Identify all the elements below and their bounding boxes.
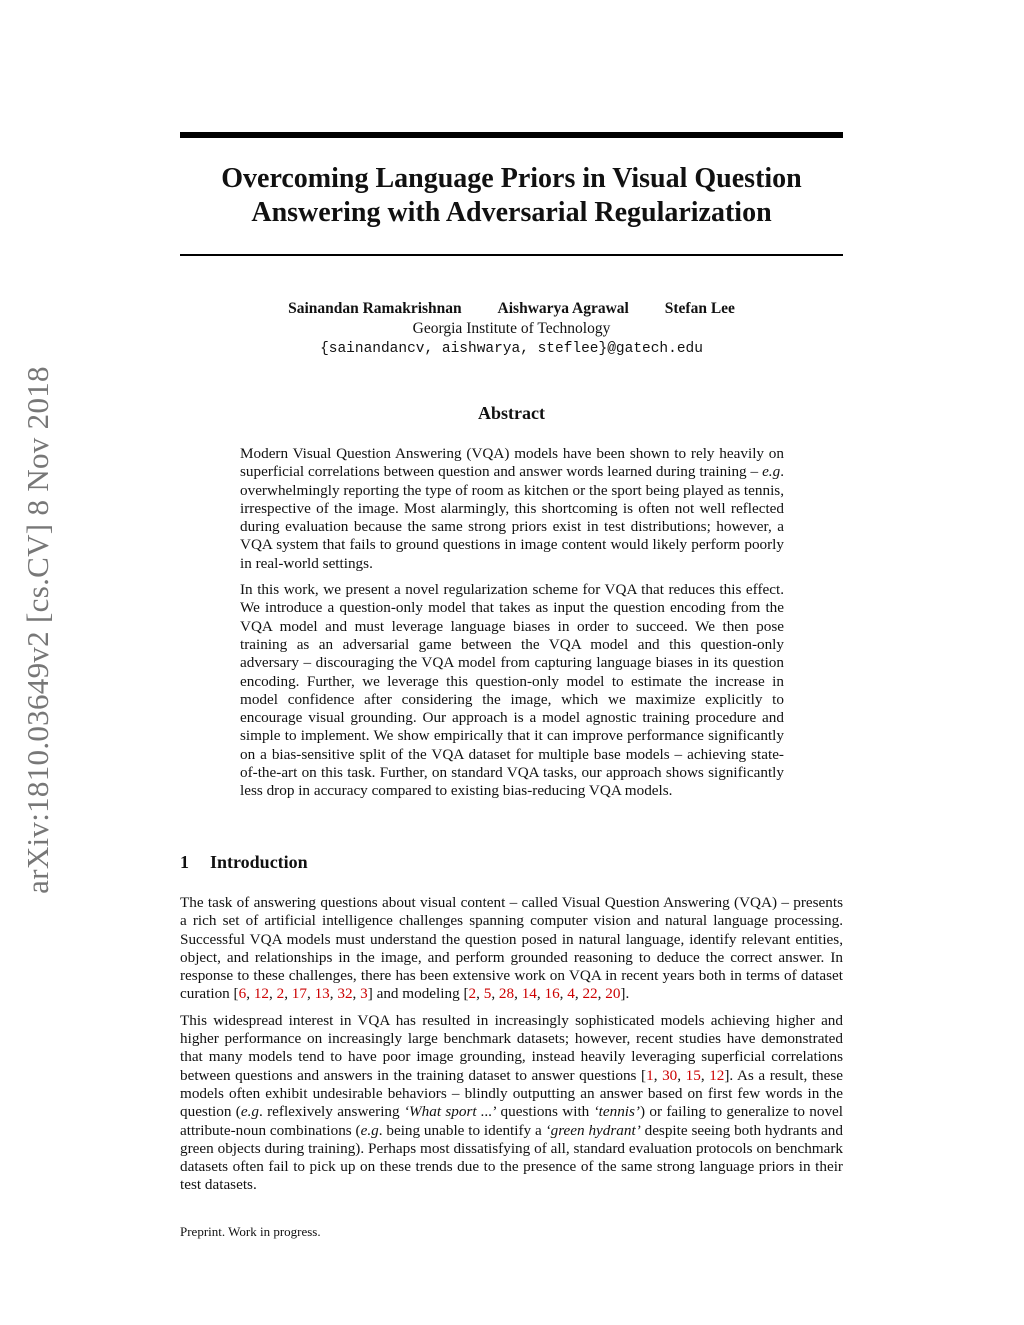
citation-link[interactable]: 5 <box>483 985 492 1003</box>
text-span: ]. <box>620 985 630 1003</box>
section-title: Introduction <box>210 852 308 872</box>
citation-link[interactable]: 12 <box>253 985 269 1003</box>
citation-link[interactable]: 30 <box>662 1066 678 1084</box>
citation-link[interactable]: 4 <box>567 985 575 1003</box>
eg-italic: e.g <box>240 1103 259 1121</box>
citation-link[interactable]: 20 <box>605 985 621 1003</box>
citation-link[interactable]: 16 <box>544 985 560 1003</box>
citation-link[interactable]: 32 <box>337 985 353 1003</box>
eg-italic: e.g <box>762 463 781 481</box>
eg-italic: e.g <box>360 1121 379 1139</box>
text-span: . being unable to identify a <box>378 1121 546 1139</box>
paper-title <box>180 162 843 230</box>
introduction-body <box>180 894 843 1203</box>
quoted-italic: ‘tennis’ <box>593 1103 640 1121</box>
abstract-paragraph-1 <box>240 445 784 573</box>
title-line-2: Answering with Adversarial Regularization <box>251 197 772 228</box>
title-line-1: Overcoming Language Priors in Visual Question <box>221 163 802 194</box>
text-span: . reflexively answering <box>258 1103 404 1121</box>
abstract-body <box>240 445 784 809</box>
text-span: ) or failing to generalize to novel attribute-noun combinations ( <box>180 1103 843 1139</box>
abstract-heading: Abstract <box>478 403 545 423</box>
citation-link[interactable]: 28 <box>498 985 515 1003</box>
quoted-italic: ‘green hydrant’ <box>545 1121 641 1139</box>
section-number: 1 <box>180 852 189 872</box>
arxiv-identifier: arXiv:1810.03649v2 [cs.CV] 8 Nov 2018 <box>20 366 55 894</box>
title-top-rule <box>180 132 843 138</box>
text-span: ’ questions with <box>492 1103 594 1121</box>
section-heading-introduction <box>180 852 308 873</box>
text-span: The task of answering questions about visual content – called Visual Question Answering (VQA) – presents a rich set of artificial intelligence challenges spanning computer vision and natural language processing. Successful VQA models must understand the question posed in natural language, identify relevant entities, object, and relationships in the image, and perform grounded reasoning to deduce the correct answer. In response to these challenges, there has been extensive work on VQA in recent years both in terms of dataset curation [ <box>180 894 843 1003</box>
author-1: Sainandan Ramakrishnan <box>288 300 462 317</box>
abstract-paragraph-2: In this work, we present a novel regularization scheme for VQA that reduces this effect. We introduce a question-only model that takes as input the question encoding from the VQA model and must leverage language biases in order to succeed. We then pose training as an adversarial game between the VQA model and this question-only adversary – discouraging the VQA model from capturing language biases in its question encoding. Further, we leverage this question-only model to estimate the increase in model confidence after considering the image, which we maximize explicitly to encourage visual grounding. Our approach is a model agnostic training procedure and simple to implement. We show empirically that it can improve performance significantly on a bias-sensitive split of the VQA dataset for multiple base models – achieving state-of-the-art on this task. Further, on standard VQA tasks, our approach shows significantly less drop in accuracy compared to existing bias-reducing VQA models. <box>240 581 784 800</box>
citation-link[interactable]: 17 <box>291 985 307 1003</box>
author-2: Aishwarya Agrawal <box>497 300 629 317</box>
text-span: ] and modeling [ <box>367 985 469 1003</box>
text-span: despite seeing both hydrants and green objects during training). Perhaps most dissatisfying of all, standard evaluation protocols on benchmark datasets often fail to pick up on these trends due to the presence of the same strong language priors in their test datasets. <box>180 1121 843 1194</box>
title-bottom-rule <box>180 254 843 256</box>
author-3: Stefan Lee <box>664 300 735 317</box>
author-block <box>180 299 843 359</box>
text-span: Modern Visual Question Answering (VQA) models have been shown to rely heavily on superficial correlations between question and answer words learned during training – <box>240 445 784 481</box>
citation-link[interactable]: 2 <box>468 985 477 1003</box>
citation-link[interactable]: 2 <box>276 985 285 1003</box>
citation-link[interactable]: 3 <box>360 985 368 1003</box>
author-names <box>180 299 843 319</box>
text-span: ]. As a result, these models often exhibit undesirable behaviors – blindly outputting an answer based on first few words in the question ( <box>180 1066 844 1121</box>
citation-link[interactable]: 12 <box>709 1066 725 1084</box>
citation-link[interactable]: 14 <box>521 985 537 1003</box>
citation-link[interactable]: 1 <box>646 1066 654 1084</box>
text-span: This widespread interest in VQA has resulted in increasingly sophisticated models achieving higher and higher performance on increasingly large benchmark datasets; however, recent studies have demonstrated that many models tend to have poor image grounding, instead heavily leveraging superficial correlations between questions and answers in the training dataset to answer questions [ <box>180 1011 843 1084</box>
intro-paragraph-2: This widespread interest in VQA has resulted in increasingly sophisticated models achieving higher and higher performance on increasingly large benchmark datasets; however, recent studies have demonstrated that many models tend to have poor image grounding, instead heavily leveraging superficial correlations between questions and answers in the training dataset to answer questions [1, 30, 15, 12]. As a result, these models often exhibit undesirable behaviors – blindly outputting an answer based on first few words in the question (e.g. reflexively answering ‘What sport ...’ questions with ‘tennis’) or failing to generalize to novel attribute-noun combinations (e.g. being unable to identify a ‘green hydrant’ despite seeing both hydrants and green objects during training). Perhaps most dissatisfying of all, standard evaluation protocols on benchmark datasets often fail to pick up on these trends due to the presence of the same strong language priors in their test datasets. <box>180 1011 844 1194</box>
quoted-italic: ‘What sport ... <box>403 1103 493 1121</box>
author-emails: {sainandancv, aishwarya, steflee}@gatech.edu <box>320 341 703 357</box>
citation-link[interactable]: 22 <box>582 985 598 1003</box>
intro-paragraph-1: The task of answering questions about visual content – called Visual Question Answering (VQA) – presents a rich set of artificial intelligence challenges spanning computer vision and natural language processing. Successful VQA models must understand the question posed in natural language, identify relevant entities, object, and relationships in the image, and perform grounded reasoning to deduce the correct answer. In response to these challenges, there has been extensive work on VQA in recent years both in terms of dataset curation [6, 12, 2, 17, 13, 32, 3] and modeling [2, 5, 28, 14, 16, 4, 22, 20]. <box>180 894 843 1003</box>
citation-link[interactable]: 13 <box>314 985 330 1003</box>
footer-note: Preprint. Work in progress. <box>180 1224 321 1239</box>
text-span: . overwhelmingly reporting the type of room as kitchen or the sport being played as tennis, irrespective of the image. Most alarmingly, this shortcoming is often not well reflected during evaluation because the same strong priors exist in test distributions; however, a VQA system that fails to ground questions in image content would likely perform poorly in real-world settings. <box>240 463 784 572</box>
affiliation: Georgia Institute of Technology <box>412 320 611 337</box>
citation-link[interactable]: 15 <box>685 1066 701 1084</box>
citation-link[interactable]: 6 <box>238 985 247 1003</box>
